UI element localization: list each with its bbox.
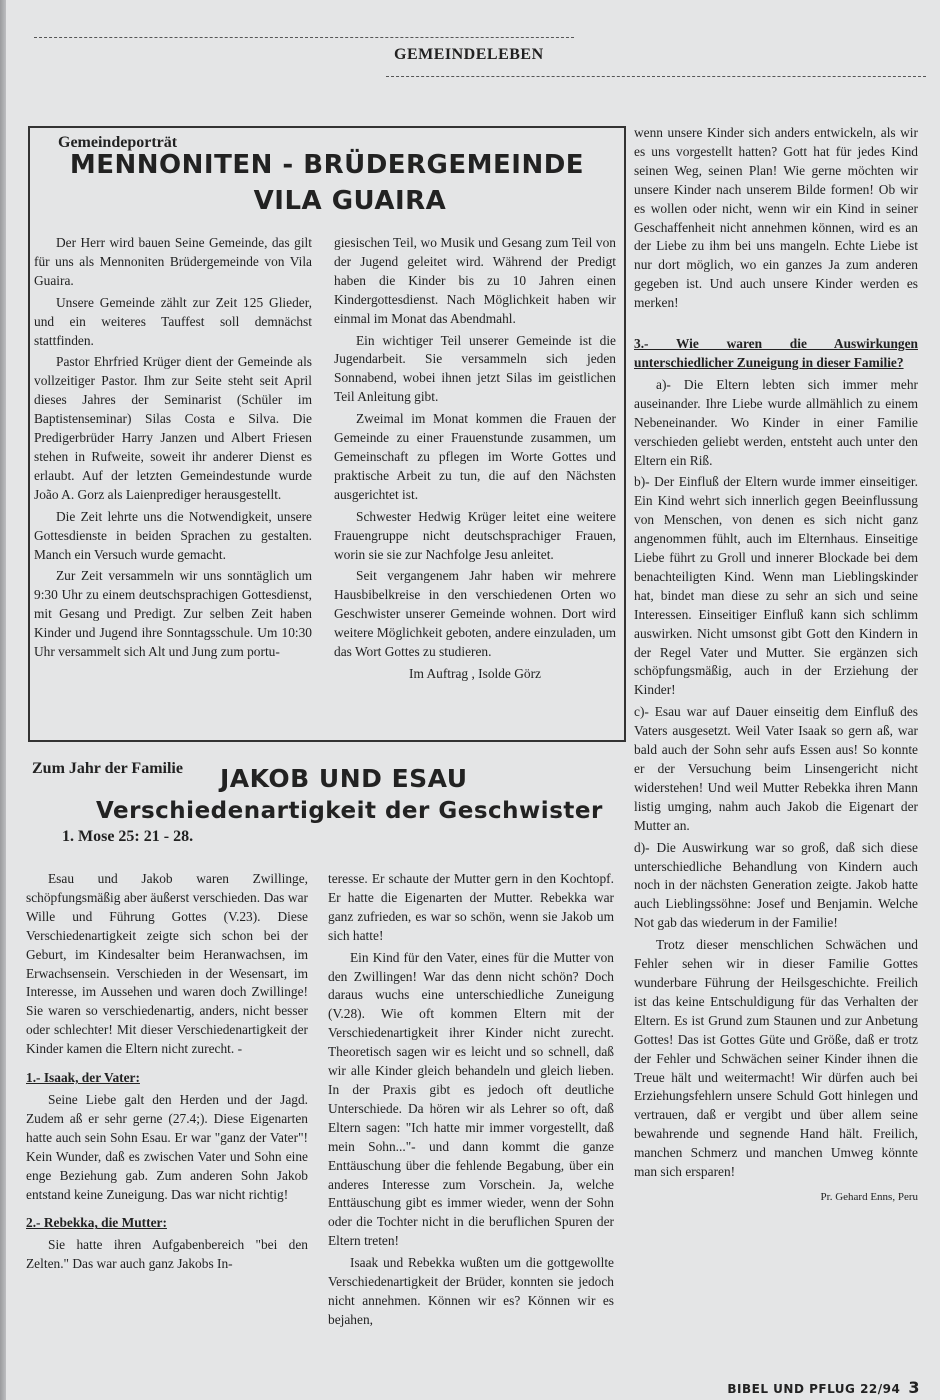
- magazine-page: [6, 0, 940, 1400]
- subheading-auswirkungen: 3.- Wie waren die Auswirkungen unterschiedlicher Zuneigung in dieser Familie?: [634, 336, 918, 370]
- paragraph: Seine Liebe galt den Herden und der Jagd. Zudem aß er sehr gerne (27.4;). Diese Eigenarten hatte auch sein Sohn Esau. Er war "ganz der Vater"! Kein Wunder, daß es zwischen Vater und Sohn eine enge Beziehung gab. Zum anderen Sohn Jakob entstand keine Zuneigung. Das war nicht richtig!: [26, 1091, 308, 1202]
- paragraph: wenn unsere Kinder sich anders entwickeln, als wir es uns vorgestellt hatten? Gott hat für jedes Kind seinen Weg, seinen Plan! Wie gerne möchten wir unsere Kinder nach unserem Bilde formen! Ob wir es wollen oder nicht, wenn wir ein Kind in seiner Geschaffenheit nicht annehmen können, wird es an der Liebe zu ihm bei uns mangeln. Echte Liebe ist nur dort möglich, wo ein ganzes Ja zum anderen gegeben ist. Und auch unsere Kinder werden es merken!: [634, 125, 918, 311]
- paragraph: giesischen Teil, wo Musik und Gesang zum Teil von der Jugend geleitet wird. Während der Predigt haben die Kinder bis zu 10 Jahren einen Kindergottesdienst. Nach Möglichkeit haben wir einmal im Monat das Abendmahl.: [334, 235, 616, 326]
- paragraph: Isaak und Rebekka wußten um die gottgewollte Verschiedenartigkeit der Brüder, konnten sie jedoch nicht annehmen. Können wir es? Können wir es bejahen,: [328, 1255, 614, 1327]
- list-item: a)- Die Eltern lebten sich immer mehr auseinander. Ihre Liebe wurde allmählich zu einem Nebeneinander. Wo Kinder in einer Familie verschieden geliebt werden, entsteht auch unter den Eltern ein Riß.: [634, 376, 918, 468]
- portrait-title-line1: MENNONITEN - BRÜDERGEMEINDE: [69, 150, 585, 180]
- paragraph: Ein wichtiger Teil unserer Gemeinde ist die Jugendarbeit. Sie versammeln sich jeden Sonnabend, wobei ihnen jetzt Silas im geistlichen Teil Anleitung gibt.: [334, 332, 616, 405]
- paragraph: Der Herr wird bauen Seine Gemeinde, das gilt für uns als Mennoniten Brüdergemeinde von Vila Guaira.: [34, 235, 312, 288]
- paragraph: Die Zeit lehrte uns die Notwendigkeit, unsere Gottesdienste in beiden Sprachen zu gestalten. Manch ein Versuch wurde gemacht.: [34, 508, 312, 562]
- list-item: c)- Esau war auf Dauer einseitig dem Einfluß des Vaters ausgesetzt. Weil Vater Isaak so gern aß, war bald auch der Sohn sehr aufs Essen aus! So konnte er der Versuchung beim Linsengericht nicht widerstehen! Und weil Mutter Rebekka ihren Mann listig umging, nahm auch Jakob die Eigenart der Mutter an.: [634, 704, 918, 833]
- article-title: JAKOB UND ESAU: [220, 764, 468, 793]
- top-rule-left: [34, 37, 574, 38]
- paragraph: Zur Zeit versammeln wir uns sonntäglich um 9:30 Uhr zu einem deutschsprachigen Gottesdienst, mit Gesang und Predigt. Zur selben Zeit haben Kinder und Jugend ihre Sonntagsschule. Um 10:30 Uhr versammelt sich Alt und Jung zum portu-: [34, 568, 312, 660]
- portrait-kicker: Gemeindeporträt: [58, 134, 178, 151]
- bible-reference: 1. Mose 25: 21 - 28.: [62, 828, 194, 845]
- article-column-3: [634, 124, 918, 1207]
- subheading-rebekka: 2.- Rebekka, die Mutter:: [26, 1215, 167, 1231]
- portrait-signature: Im Auftrag , Isolde Görz: [408, 665, 541, 681]
- portrait-column-2: [334, 234, 616, 687]
- author-signature: Pr. Gehard Enns, Peru: [820, 1190, 918, 1203]
- paragraph: Zweimal im Monat kommen die Frauen der Gemeinde zu einer Frauenstunde zusammen, um Gemeinschaft zu pflegen im Worte Gottes und praktische Arbeit zu tun, die auf den Nächsten ausgerichtet ist.: [334, 411, 616, 502]
- paragraph: Schwester Hedwig Krüger leitet eine weitere Frauengruppe nicht deutschsprachiger Frauen, worin sie sie zur Nachfolge Jesu anleitet.: [334, 508, 616, 562]
- list-item: b)- Der Einfluß der Eltern wurde immer einseitiger. Ein Kind wehrt sich innerlich gegen Beeinflussung von Menschen, von denen es sich nicht ganz angenommen fühlt, auch im Elternhaus. Einseitige Liebe führt zu Groll und innerer Blockade bei dem benachteiligten Kind. Wenn man Lieblingskinder hat, bindet man diese zu sehr an sich und seine Interessen. Einseitiger Einfluß kann sich schlimm auswirken. Nicht umsonst gibt Gott den Kindern in der Regel Vater und Mutter. Sie ergänzen sich schöpfungsmäßig, auch in der Erziehung der Kinder!: [634, 474, 918, 698]
- portrait-title-line2: VILA GUAIRA: [253, 186, 447, 216]
- paragraph: teresse. Er schaute der Mutter gern in den Kochtopf. Er hatte die Eigenarten der Mutter. Rebekka war ganz zufrieden, es war so schön, wenn sie Jakob um sich hatte!: [328, 871, 614, 943]
- article-kicker: Zum Jahr der Familie: [32, 760, 183, 777]
- list-item: d)- Die Auswirkung war so groß, daß sich diese unterschiedliche Behandlung von Kindern auch noch in der nächsten Generation zeigte. Jakob hatte auch Lieblingssöhne: Josef und Benjamin. Welche Not gab das wiederum in der Familie!: [634, 839, 918, 931]
- portrait-column-1: [34, 234, 312, 665]
- paragraph: Pastor Ehrfried Krüger dient der Gemeinde als vollzeitiger Pastor. Ihm zur Seite steht seit April dieses Jahres der Seminarist (Schüler im Baptistenseminar) Silas Costa e Silva. Die Predigerbrüder Harry Janzen und Albert Friesen stehen in Rufweite, soweit ihr anderer Dienst es erlaubt. Auf der letzten Gemeindestunde wurde João A. Gorz als Laienprediger herausgestellt.: [34, 354, 312, 502]
- top-rule-right: [386, 76, 926, 77]
- paragraph: Unsere Gemeinde zählt zur Zeit 125 Glieder, und ein weiteres Tauffest soll demnächst stattfinden.: [34, 294, 312, 348]
- subheading-isaak: 1.- Isaak, der Vater:: [26, 1070, 140, 1086]
- page-number: 3: [908, 1378, 920, 1397]
- page-footer: [727, 1378, 920, 1397]
- paragraph: Esau und Jakob waren Zwillinge, schöpfungsmäßig aber äußerst verschieden. Das war Wille und Führung Gottes (V.23). Diese Verschiedenartigkeit zeigte sich schon bei der Geburt, im Kindesalter beim Heranwachsen, im Erwachsensein. Verschieden in der Wesensart, im Interesse, im Aussehen und waren doch Zwillinge! Sie waren so verschiedenartig, anders, nicht besser oder schlechter! Mit dieser Verschiedenartigkeit der Kinder kamen die Eltern nicht zurecht. -: [26, 871, 308, 1057]
- paragraph: Seit vergangenem Jahr haben wir mehrere Hausbibelkreise in den verschiedenen Orten wo Geschwister unserer Gemeinde wohnen. Dort wird weitere Möglichkeit geboten, andere einzuladen, um das Wort Gottes zu studieren.: [334, 568, 616, 660]
- section-label: GEMEINDELEBEN: [394, 46, 544, 63]
- portrait-box: [28, 126, 626, 742]
- paragraph: Trotz dieser menschlichen Schwächen und Fehler sehen wir in dieser Familie Gottes wunderbare Führung der Heilsgeschichte. Freilich ist das keine Entschuldigung für das Verhalten der Eltern. Es ist Grund zum Staunen und zur Anbetung Gottes! Das ist Gottes Güte und Größe, daß er trotz der Fehler und Schwächen seiner Kinder ihnen die Treue hält und weitermacht! Wir dürfen auch bei Erziehungsfehlern unsere Schuld Gott hinlegen und vertrauen, daß er vergibt und über allem seine bewahrende und segnende Hand hält. Freilich, manchen Schmerz und manchen Umweg könnte man sich ersparen!: [634, 937, 918, 1180]
- paragraph: Ein Kind für den Vater, eines für die Mutter von den Zwillingen! War das denn nicht schön? Doch daraus wuchs eine unterschiedliche Zuneigung (V.28). Wie oft kommen Eltern mit der Verschiedenartigkeit ihrer Kinder nicht zurecht. Theoretisch sagen wir es leicht und so schnell, daß wir alle Kinder gleich behandeln und gleich lieben. In der Praxis gibt es jedoch oft deutliche Unterschiede. Da hören wir als Lehrer so oft, daß Eltern sagen: "Ich hatte mir immer vorgestellt, daß mein Sohn..."- und dann kommt die ganze Enttäuschung über die fehlende Begabung, über ein anderes Interesse zum Vorschein. Ja, welche Enttäuschung gibt es immer wieder, wenn der Sohn oder die Tochter nicht in die beruflichen Spuren der Eltern treten!: [328, 949, 614, 1249]
- article-column-1: [26, 870, 308, 1277]
- article-subtitle: Verschiedenartigkeit der Geschwister: [96, 798, 603, 824]
- article-column-2: [328, 870, 614, 1333]
- paragraph: Sie hatte ihren Aufgabenbereich "bei den Zelten." Das war auch ganz Jakobs In-: [26, 1237, 308, 1272]
- magazine-name: BIBEL UND PFLUG 22/94: [727, 1382, 901, 1396]
